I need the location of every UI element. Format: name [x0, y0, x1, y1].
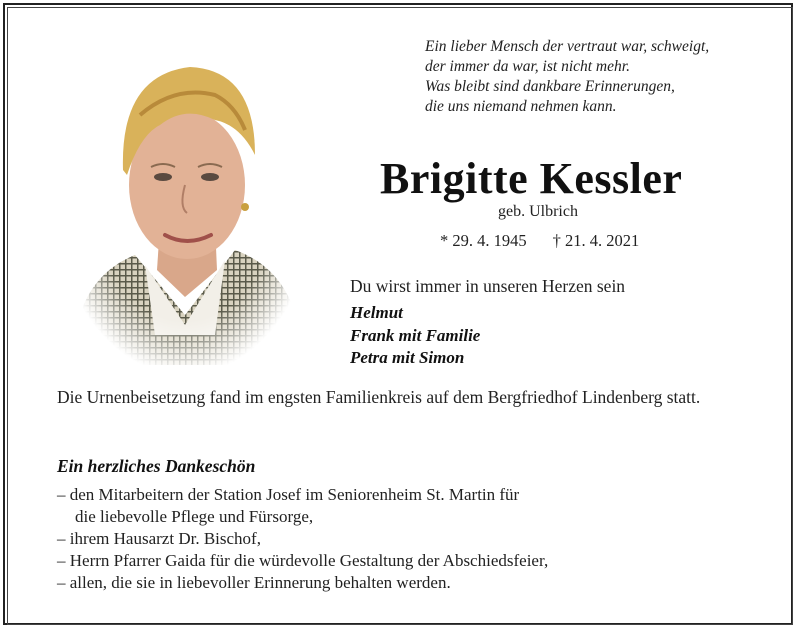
memorial-poem — [425, 37, 709, 117]
burial-notice: Die Urnenbeisetzung fand im engsten Familienkreis auf dem Bergfriedhof Lindenberg statt. — [57, 387, 701, 407]
thanks-list — [57, 484, 548, 594]
thanks-line: – Herrn Pfarrer Gaida für die würdevolle Gestaltung der Abschiedsfeier, — [57, 551, 549, 570]
poem-line: die uns niemand nehmen kann. — [425, 98, 617, 115]
poem-line: Ein lieber Mensch der vertraut war, schweigt, — [425, 38, 710, 55]
death-date: † 21. 4. 2021 — [552, 231, 640, 250]
life-dates — [440, 231, 639, 251]
thanks-line: – allen, die sie in liebevoller Erinnerung behalten werden. — [57, 573, 451, 592]
mourners-list — [350, 302, 480, 370]
memorial-sentence: Du wirst immer in unseren Herzen sein — [350, 276, 626, 296]
thanks-line: – ihrem Hausarzt Dr. Bischof, — [57, 529, 261, 548]
mourner-name: Frank mit Familie — [350, 325, 481, 345]
thanks-heading: Ein herzliches Dankeschön — [57, 456, 256, 476]
mourner-name: Helmut — [350, 303, 403, 322]
maiden-name: geb. Ulbrich — [498, 203, 578, 220]
birth-date: * 29. 4. 1945 — [440, 231, 527, 250]
deceased-name: Brigitte Kessler — [380, 154, 683, 203]
poem-line: der immer da war, ist nicht mehr. — [425, 58, 630, 75]
mourner-name: Petra mit Simon — [350, 348, 465, 367]
thanks-line: – den Mitarbeitern der Station Josef im Seniorenheim St. Martin für — [57, 485, 520, 504]
thanks-line: die liebevolle Pflege und Fürsorge, — [75, 507, 314, 526]
portrait-photo — [65, 35, 305, 365]
poem-line: Was bleibt sind dankbare Erinnerungen, — [425, 78, 675, 95]
